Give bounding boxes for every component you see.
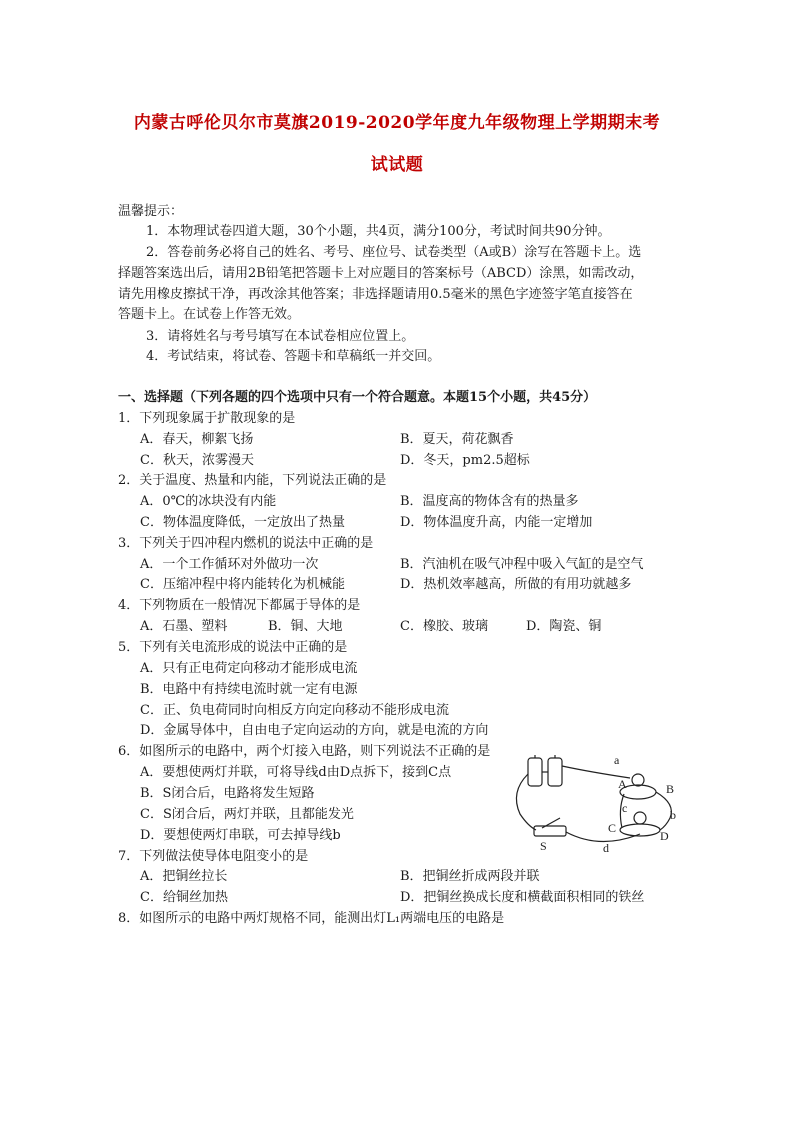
circuit-diagram — [500, 752, 690, 854]
label-b: b — [670, 808, 676, 822]
option-b: B．S闭合后，电路将发生短路 — [140, 786, 315, 801]
option-a: A．只有正电荷定向移动才能形成电流 — [140, 661, 358, 676]
question-stem: 8．如图所示的电路中两灯规格不同，能测出灯L₁两端电压的电路是 — [118, 911, 505, 926]
label-a: a — [614, 753, 620, 767]
option-c: C．正、负电荷同时向相反方向定向移动不能形成电流 — [140, 703, 449, 718]
option-b: B．温度高的物体含有的热量多 — [400, 494, 579, 509]
option-d: D．金属导体中，自由电子定向运动的方向，就是电流的方向 — [140, 723, 489, 738]
option-d: D．陶瓷、铜 — [526, 619, 602, 634]
label-B: B — [666, 782, 675, 796]
option-c: C．压缩冲程中将内能转化为机械能 — [140, 577, 345, 592]
question-stem: 3．下列关于四冲程内燃机的说法中正确的是 — [118, 536, 374, 551]
question-stem: 5．下列有关电流形成的说法中正确的是 — [118, 640, 348, 655]
option-c: C．橡胶、玻璃 — [400, 619, 488, 634]
label-C: C — [608, 821, 617, 835]
option-d: D．冬天，pm2.5超标 — [400, 453, 530, 468]
option-a: A．一个工作循环对外做功一次 — [140, 557, 319, 572]
notice-item: 答题卡上。在试卷上作答无效。 — [118, 307, 301, 322]
option-a: A．石墨、塑料 — [140, 619, 228, 634]
option-d: D．物体温度升高，内能一定增加 — [400, 515, 593, 530]
page-title-line2: 试试题 — [370, 155, 424, 175]
option-b: B．汽油机在吸气冲程中吸入气缸的是空气 — [400, 557, 644, 572]
option-b: B．电路中有持续电流时就一定有电源 — [140, 682, 358, 697]
option-a: A．春天，柳絮飞扬 — [140, 432, 254, 447]
option-b: B．夏天，荷花飘香 — [400, 432, 514, 447]
section-heading: 一、选择题（下列各题的四个选项中只有一个符合题意。本题15个小题，共45分） — [118, 390, 597, 405]
battery-icon — [548, 758, 562, 786]
notice-item: 择题答案选出后，请用2B铅笔把答题卡上对应题目的答案标号（ABCD）涂黑，如需改动， — [118, 266, 644, 281]
question-stem: 2．关于温度、热量和内能，下列说法正确的是 — [118, 473, 387, 488]
notice-item: 4．考试结束，将试卷、答题卡和草稿纸一并交回。 — [146, 349, 441, 364]
question-stem: 7．下列做法使导体电阻变小的是 — [118, 849, 309, 864]
option-d: D．热机效率越高，所做的有用功就越多 — [400, 577, 632, 592]
option-c: C．物体温度降低，一定放出了热量 — [140, 515, 345, 530]
label-d: d — [603, 841, 609, 854]
notice-item: 2．答卷前务必将自己的姓名、考号、座位号、试卷类型（A或B）涂写在答题卡上。选 — [146, 245, 642, 260]
option-a: A．0℃的冰块没有内能 — [140, 494, 277, 509]
option-a: A．把铜丝拉长 — [140, 869, 228, 884]
switch-icon — [534, 826, 566, 836]
label-A: A — [618, 777, 627, 791]
label-S: S — [540, 839, 547, 853]
option-b: B．铜、大地 — [268, 619, 343, 634]
question-stem: 4．下列物质在一般情况下都属于导体的是 — [118, 598, 361, 613]
label-c: c — [622, 801, 628, 815]
option-c: C．给铜丝加热 — [140, 890, 228, 905]
option-d: D．把铜丝换成长度和横截面积相同的铁丝 — [400, 890, 645, 905]
option-d: D．要想使两灯串联，可去掉导线b — [140, 828, 341, 843]
notice-item: 3．请将姓名与考号填写在本试卷相应位置上。 — [146, 329, 415, 344]
option-b: B．把铜丝折成两段并联 — [400, 869, 540, 884]
option-a: A．要想使两灯并联，可将导线d由D点拆下，接到C点 — [140, 765, 452, 780]
lamp-bulb-icon — [634, 812, 646, 824]
option-c: C．秋天，浓雾漫天 — [140, 453, 254, 468]
question-stem: 1．下列现象属于扩散现象的是 — [118, 411, 296, 426]
option-c: C．S闭合后，两灯并联，且都能发光 — [140, 807, 354, 822]
lamp-bulb-icon — [632, 774, 644, 786]
page-title-line1: 内蒙古呼伦贝尔市莫旗2019-2020学年度九年级物理上学期期末考 — [133, 113, 661, 133]
battery-icon — [528, 758, 542, 786]
question-stem: 6．如图所示的电路中，两个灯接入电路，则下列说法不正确的是 — [118, 744, 491, 759]
label-D: D — [660, 829, 669, 843]
notice-item: 请先用橡皮擦拭干净，再改涂其他答案；非选择题请用0.5毫米的黑色字迹签字笔直接答在 — [118, 287, 633, 302]
notice-heading: 温馨提示： — [118, 204, 184, 219]
notice-item: 1．本物理试卷四道大题，30个小题，共4页，满分100分，考试时间共90分钟。 — [146, 224, 611, 239]
